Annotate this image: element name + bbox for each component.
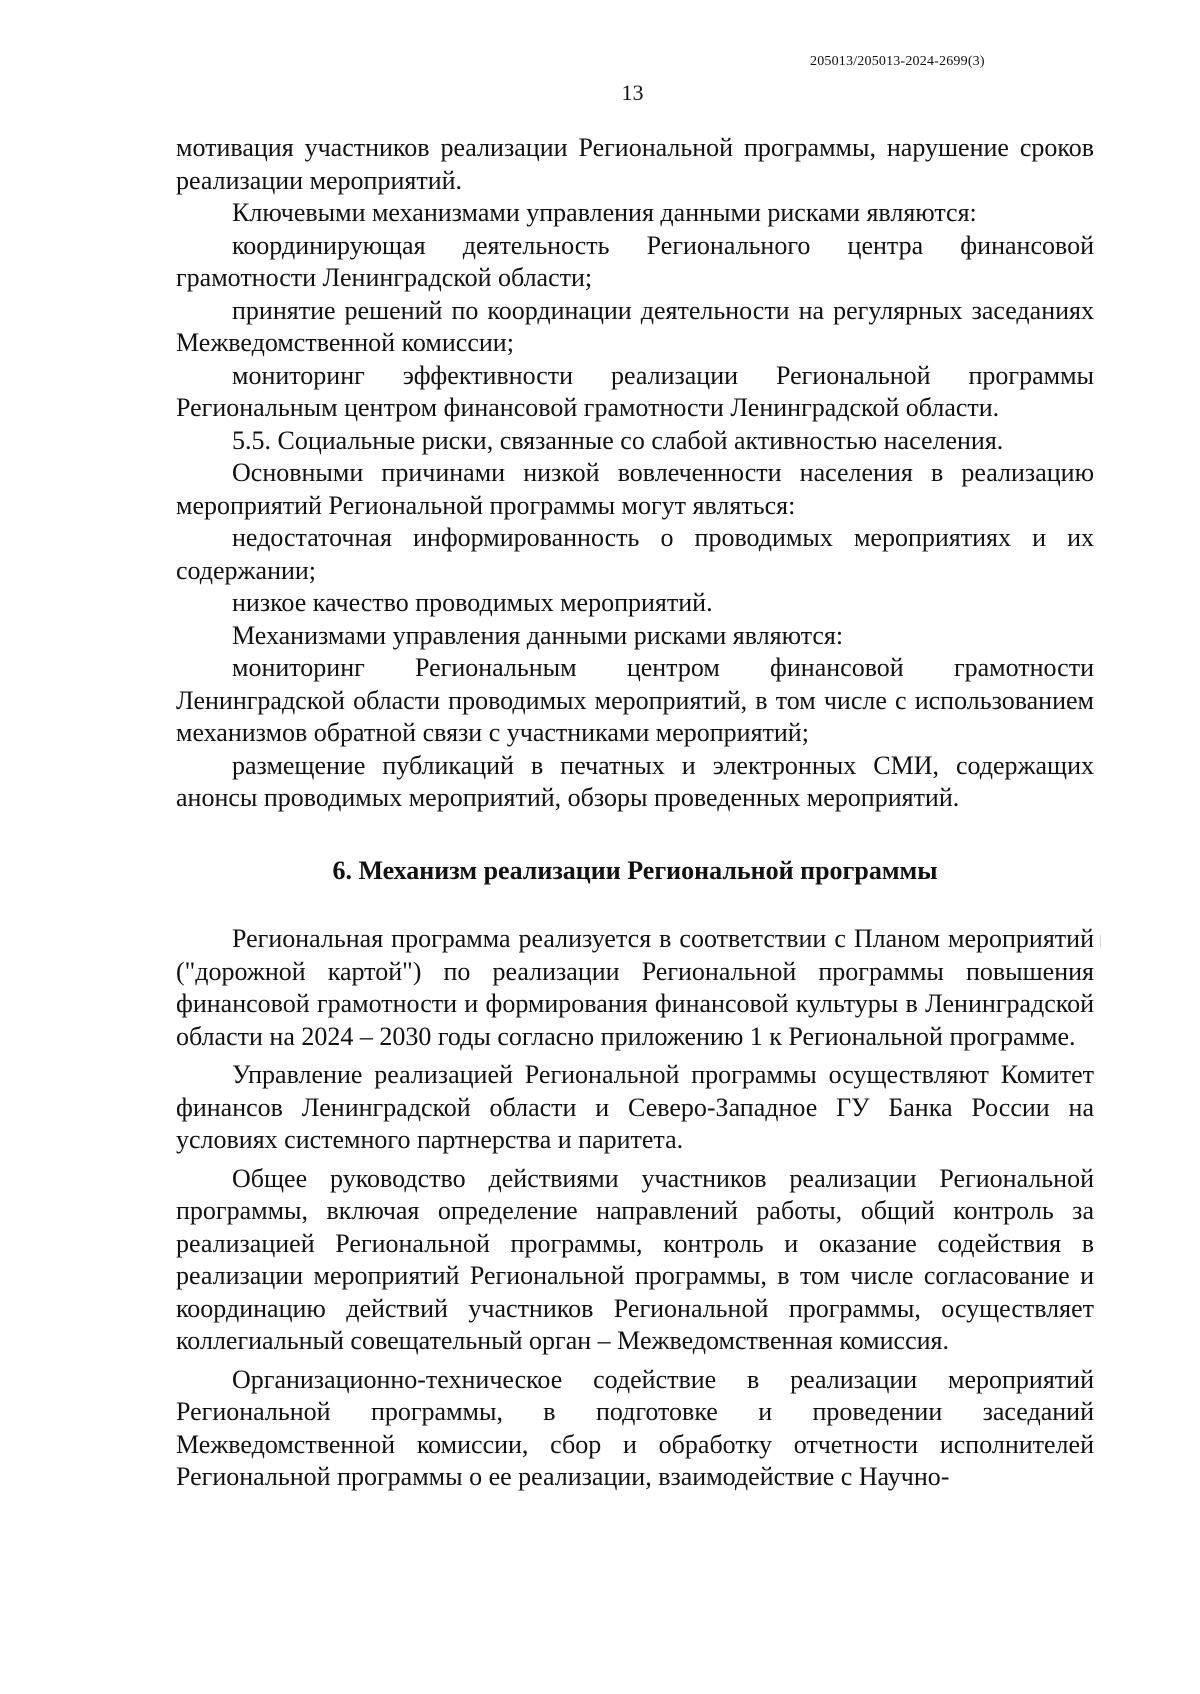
paragraph: размещение публикаций в печатных и электронных СМИ, содержащих анонсы проводимых мероприятий, обзоры проведенных мероприятий.: [176, 750, 1094, 812]
section-5-continuation: [176, 132, 1094, 815]
section-heading: 6. Механизм реализации Региональной программы: [332, 855, 938, 885]
paragraph: Общее руководство действиями участников реализации Региональной программы, включая определение направлений работы, общий контроль за реализацией Региональной программы, контроль и оказание содействия в реализации мероприятий Региональной программы, в том числе согласование и координацию действий участников Региональной программы, осуществляет коллегиальный совещательный орган – Межведомственная комиссия.: [176, 1163, 1094, 1355]
paragraph: низкое качество проводимых мероприятий.: [232, 588, 713, 617]
scan-artifact: [1100, 935, 1101, 947]
paragraph: мониторинг эффективности реализации Региональной программы Региональным центром финансовой грамотности Ленинградской области.: [176, 360, 1094, 422]
paragraph: мониторинг Региональным центром финансовой грамотности Ленинградской области проводимых мероприятий, в том числе с использованием механизмов обратной связи с участниками мероприятий;: [176, 653, 1094, 747]
paragraph: Основными причинами низкой вовлеченности населения в реализацию мероприятий Региональной программы могут являться:: [176, 458, 1094, 520]
paragraph: Организационно-техническое содействие в реализации мероприятий Региональной программы, в подготовке и проведении заседаний Межведомственной комиссии, сбор и обработку отчетности исполнителей Региональной программы о ее реализации, взаимодействие с Научно-: [176, 1364, 1094, 1491]
paragraph: мотивация участников реализации Региональной программы, нарушение сроков реализации мероприятий.: [176, 133, 1094, 195]
section-6-body: [176, 923, 1094, 1494]
page-number: 13: [621, 80, 644, 105]
paragraph: координирующая деятельность Регионального центра финансовой грамотности Ленинградской области;: [176, 230, 1094, 292]
paragraph: Механизмами управления данными рисками являются:: [232, 620, 844, 650]
heading-spacer: [176, 887, 1094, 923]
paragraph: принятие решений по координации деятельности на регулярных заседаниях Межведомственной комиссии;: [176, 295, 1094, 357]
subsection-title: 5.5. Социальные риски, связанные со слабой активностью населения.: [232, 425, 1004, 455]
paragraph: Управление реализацией Региональной программы осуществляют Комитет финансов Ленинградской области и Северо-Западное ГУ Банка России на условиях системного партнерства и паритета.: [176, 1060, 1094, 1154]
paragraph: недостаточная информированность о проводимых мероприятиях и их содержании;: [176, 523, 1094, 585]
paragraph: Региональная программа реализуется в соответствии с Планом мероприятий ("дорожной картой") по реализации Региональной программы повышения финансовой грамотности и формирования финансовой культуры в Ленинградской области на 2024 – 2030 годы согласно приложению 1 к Региональной программе.: [176, 924, 1094, 1051]
document-body: [176, 132, 1094, 1494]
paragraph: Ключевыми механизмами управления данными рисками являются:: [232, 198, 977, 227]
document-registration-code: 205013/205013-2024-2699(3): [810, 54, 985, 69]
